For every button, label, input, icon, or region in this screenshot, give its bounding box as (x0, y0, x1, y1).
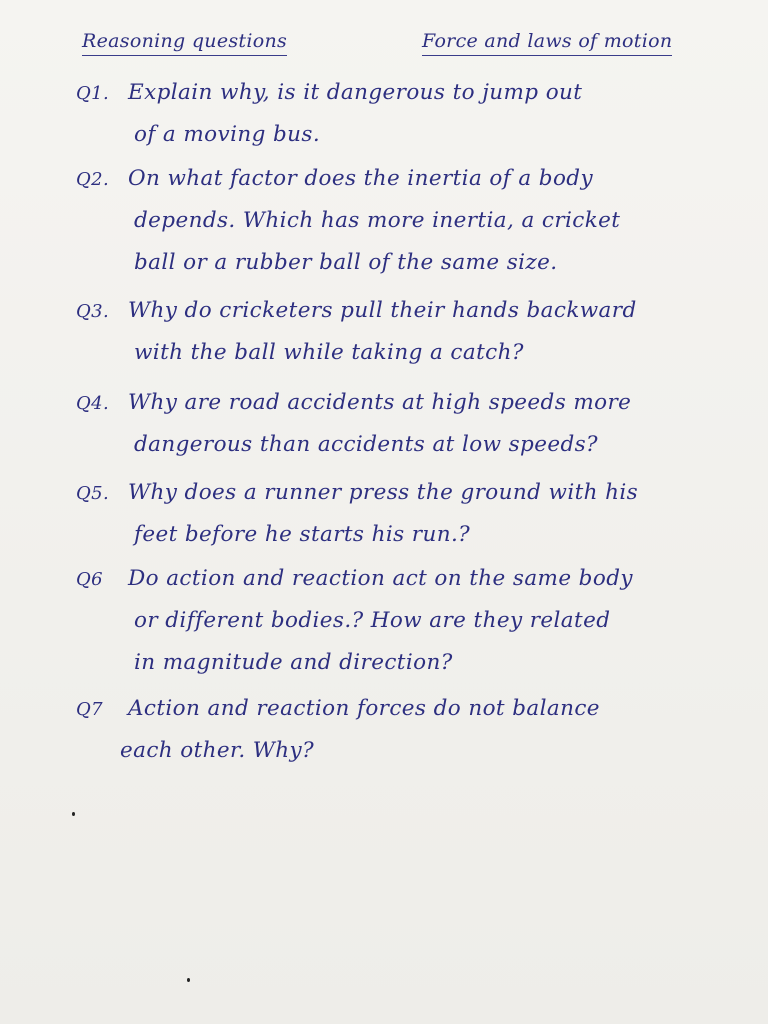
question-text-line: Action and reaction forces do not balance (128, 696, 600, 721)
ink-mark (187, 978, 190, 982)
question-text-line: of a moving bus. (134, 122, 321, 147)
question-text-line: ball or a rubber ball of the same size. (134, 250, 558, 275)
question-text-line: with the ball while taking a catch? (134, 340, 524, 365)
question-5 (76, 472, 736, 556)
question-number: Q7 (76, 699, 104, 720)
question-2 (76, 158, 736, 284)
question-number: Q2. (76, 169, 110, 190)
question-text-line: Why are road accidents at high speeds more (128, 390, 632, 415)
question-1 (76, 72, 736, 156)
question-7 (76, 688, 736, 772)
ink-mark (72, 812, 75, 816)
question-text-line: Do action and reaction act on the same body (128, 566, 633, 591)
question-number: Q3. (76, 301, 110, 322)
question-4 (76, 382, 736, 466)
question-number: Q6 (76, 569, 104, 590)
question-text-line: Why does a runner press the ground with his (128, 480, 639, 505)
question-3 (76, 290, 736, 374)
question-text-line: On what factor does the inertia of a body (128, 166, 594, 191)
question-number: Q5. (76, 483, 110, 504)
question-text-line: each other. Why? (120, 738, 315, 763)
question-text-line: feet before he starts his run.? (134, 522, 471, 547)
header-topic: Force and laws of motion (422, 30, 672, 56)
question-number: Q4. (76, 393, 110, 414)
question-text-line: in magnitude and direction? (134, 650, 453, 675)
question-text-line: or different bodies.? How are they related (134, 608, 611, 633)
question-text-line: Explain why, is it dangerous to jump out (128, 80, 583, 105)
question-number: Q1. (76, 83, 110, 104)
question-text-line: dangerous than accidents at low speeds? (134, 432, 598, 457)
question-text-line: depends. Which has more inertia, a cricket (134, 208, 621, 233)
header-title: Reasoning questions (82, 30, 287, 56)
question-text-line: Why do cricketers pull their hands backward (128, 298, 637, 323)
question-6 (76, 558, 736, 684)
